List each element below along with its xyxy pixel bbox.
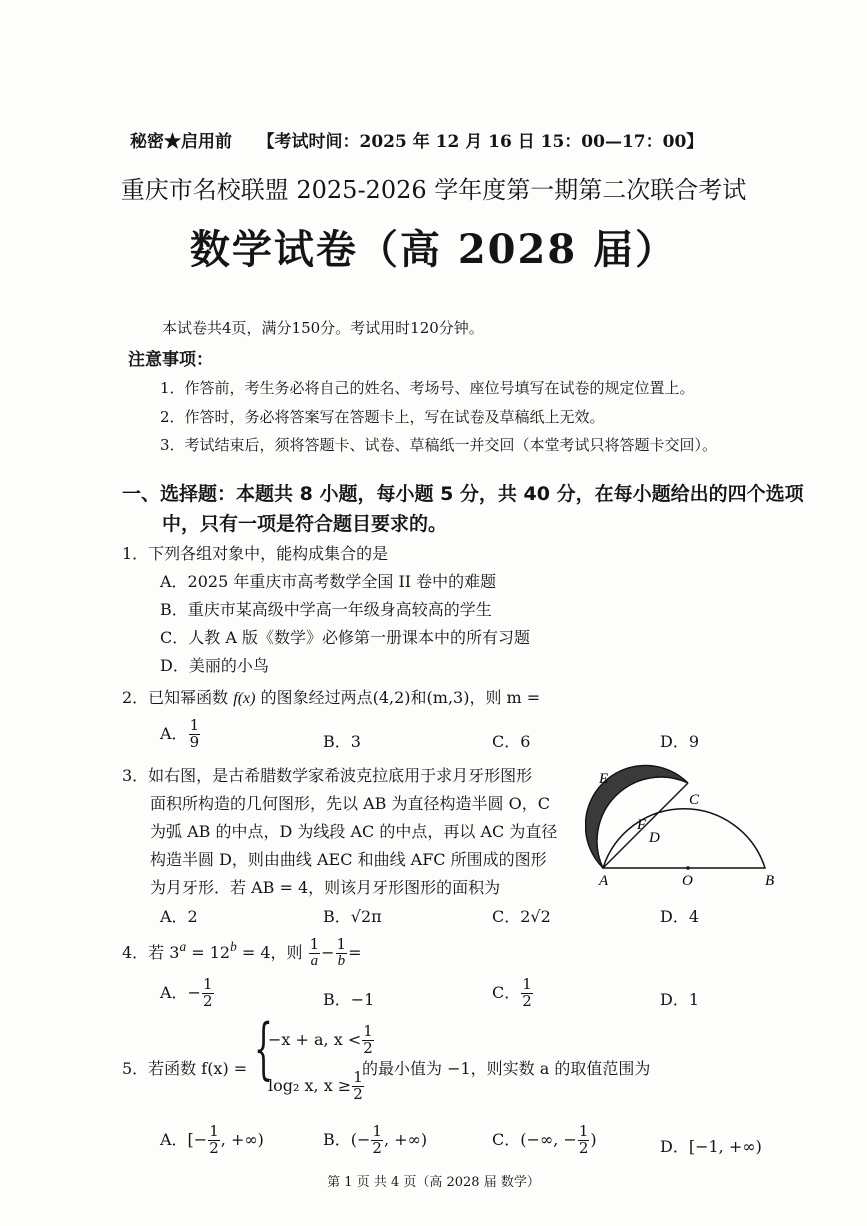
point-o [686,866,690,870]
note-item: 2．作答时，务必将答案写在答题卡上，写在试卷及草稿纸上无效。 [160,408,605,426]
confidential-exam-time: 秘密★启用前 【考试时间：2025 年 12 月 16 日 15：00—17：00】 [130,132,704,152]
question-2-option-b: B．3 [323,732,361,751]
question-2-option-c: C．6 [492,732,531,751]
page-footer: 第 1 页 共 4 页（高 2028 届 数学） [327,1175,540,1190]
question-3-option-c: C．2√2 [492,907,551,926]
lune-figure [585,762,795,892]
label-d: D [649,830,660,846]
label-e: E [599,771,609,787]
question-5-option-b: B．(− $\frac{1}{2}$ , +∞) [323,1122,428,1157]
question-1-option-a: A．2025 年重庆市高考数学全国 II 卷中的难题 [160,572,497,591]
label-c: C [689,792,700,808]
question-5-option-d: D．[−1, +∞) [660,1137,762,1156]
question-3-stem-line: 面积所构造的几何图形，先以 AB 为直径构造半圆 O，C [150,794,550,813]
question-4-option-d: D．1 [660,990,700,1009]
question-3-option-d: D．4 [660,907,700,926]
question-3-option-a: A．2 [160,907,198,926]
question-1-option-b: B．重庆市某高级中学高一年级身高较高的学生 [160,600,492,619]
question-5-stem-end: 的最小值为 −1，则实数 a 的取值范围为 [362,1059,651,1078]
semicircle-o [603,809,765,868]
question-2-stem: 2．已知幂函数 f(x) 的图象经过两点(4,2)和(m,3)，则 m = [122,688,541,707]
piecewise-case-1: −x + a, x < $\frac{1}{2}$ [268,1022,373,1057]
label-a: A [599,873,609,889]
question-3-stem-line: 3．如右图，是古希腊数学家希波克拉底用于求月牙形图形 [122,766,533,785]
question-3-stem-line: 构造半圆 D，则由曲线 AEC 和曲线 AFC 所围成的图形 [150,850,547,869]
question-1-stem: 1．下列各组对象中，能构成集合的是 [122,544,389,563]
question-5-option-a: A．[− $\frac{1}{2}$ , +∞) [160,1122,264,1157]
intro-text: 本试卷共4页，满分150分。考试用时120分钟。 [162,319,484,337]
piecewise-case-2: log₂ x, x ≥ $\frac{1}{2}$ [268,1068,363,1103]
question-5-option-c: C．(−∞, − $\frac{1}{2}$ ) [492,1122,597,1157]
label-f: F [637,817,647,833]
note-item: 1．作答前，考生务必将自己的姓名、考场号、座位号填写在试卷的规定位置上。 [160,379,695,397]
question-3-stem-line: 为弧 AB 的中点，D 为线段 AC 的中点，再以 AC 为直径 [150,822,558,841]
question-4-option-b: B．−1 [323,990,375,1009]
section-heading: 一、选择题：本题共 8 小题，每小题 5 分，共 40 分，在每小题给出的四个选项 [122,483,804,505]
note-item: 3．考试结束后，须将答题卡、试卷、草稿纸一并交回（本堂考试只将答题卡交回）。 [160,436,718,454]
exam-subtitle: 重庆市名校联盟 2025-2026 学年度第一期第二次联合考试 [120,176,747,204]
label-o: O [682,873,693,889]
question-4-stem: 4．若 $3^a = 12^b = 4$，则 $\frac{1}{a}$ − $\frac{1}{b}$ = [122,935,362,969]
notes-heading: 注意事项： [128,350,213,370]
question-5-stem: 5．若函数 f(x) = [122,1059,248,1078]
question-2-option-d: D．9 [660,732,700,751]
question-1-option-c: C．人教 A 版《数学》必修第一册课本中的所有习题 [160,628,530,647]
question-1-option-d: D．美丽的小鸟 [160,656,269,675]
piecewise-brace: { [254,1010,273,1087]
section-heading-cont: 中，只有一项是符合题目要求的。 [162,513,448,535]
question-3-stem-line: 为月牙形．若 AB = 4，则该月牙形图形的面积为 [150,878,501,897]
question-4-option-a: A．− $\frac{1}{2}$ [160,975,213,1010]
question-4-option-c: C． $\frac{1}{2}$ [492,975,532,1010]
question-3-option-b: B．√2π [323,907,382,926]
question-2-option-a: A． $\frac{1}{9}$ [160,716,200,751]
page-title: 数学试卷（高 2028 届） [189,226,678,273]
label-b: B [765,873,775,889]
